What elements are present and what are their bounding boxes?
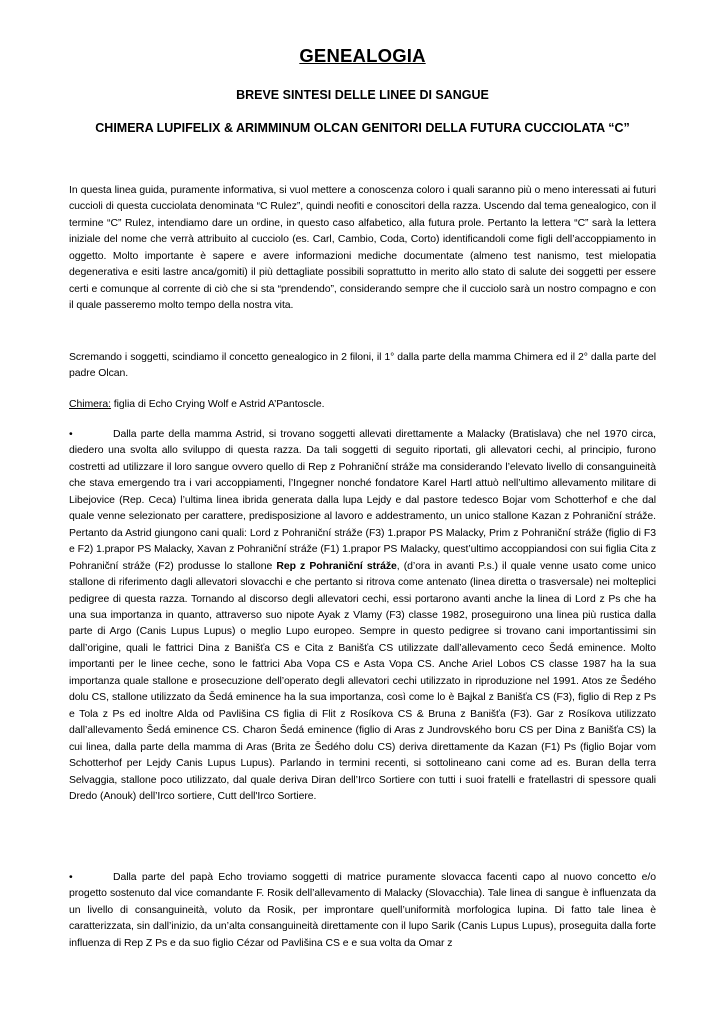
section-subtitle: BREVE SINTESI DELLE LINEE DI SANGUE	[236, 88, 489, 102]
echo-text: Dalla parte del papà Echo troviamo soggetti di matrice puramente slovacca facenti capo al nuovo concetto e/o progetto sostenuto dal vice comandante F. Rosik dell’allevamento di Malacky (Slovacchia). Tale linea di sangue è influenzata da un livello di consanguineità, voluto da Rosik, per improntare quell’uniformità morfologica lupina. Di fatto tale linea è caratterizzata, sin dall’inizio, da un’alta consanguineità direttamente con il lupo Sarik (Canis Lupus Lupus), proseguita dalla forte influenza di Rep Z Ps e da suo figlio Cézar od Pavlišina CS e e sua volta da Omar z	[69, 872, 656, 949]
page-title: GENEALOGIA	[299, 45, 426, 66]
split-paragraph	[69, 350, 656, 383]
bullet-icon: •	[69, 429, 73, 440]
chimera-label: Chimera:	[69, 399, 111, 410]
chimera-text: figlia di Echo Crying Wolf e Astrid A’Pantoscle.	[110, 399, 325, 410]
section-heading: CHIMERA LUPIFELIX & ARIMMINUM OLCAN GENITORI DELLA FUTURA CUCCIOLATA “C”	[95, 121, 630, 135]
intro-paragraph	[69, 183, 656, 315]
bullet-icon: •	[69, 872, 73, 883]
split-text: Scremando i soggetti, scindiamo il concetto genealogico in 2 filoni, il 1° dalla parte della mamma Chimera ed il 2° dalla parte del padre Olcan.	[69, 352, 656, 380]
intro-text: In questa linea guida, puramente informativa, si vuol mettere a conoscenza coloro i quali saranno più o meno interessati ai futuri cuccioli di questa cucciolata denominata “C Rulez”, quindi neofiti e conoscitori della razza. Uscendo dal tema genealogico, con il termine “C” Rulez, intendiamo dare un ordine, in questo caso alfabetico, alla futura prole. Pertanto la lettera “C” sarà la lettera iniziale del nome che verrà attribuito al cucciolo (es. Carl, Cambio, Coda, Corto) identificandoli come figli dell’accoppiamento in oggetto. Molto importante è sapere e avere informazioni mediche documentate (almeno test nanismo, test mielopatia degenerativa e esiti lastre anca/gomiti) il più dettagliate possibili soprattutto in merito allo stato di salute dei soggetti per essere certi e comunque al corrente di ciò che si sta “prendendo”, considerando sempre che il cucciolo sarà un nostro compagno e con il quale passeremo molto tempo della nostra vita.	[69, 185, 656, 312]
echo-bullet-paragraph	[69, 870, 656, 952]
astrid-text-part1: Dalla parte della mamma Astrid, si trovano soggetti allevati direttamente a Malacky (Bratislava) che nel 1970 circa, diedero una svolta allo sviluppo di questa razza. Da tali soggetti di seguito riportati, gli allevatori cechi, al principio, furono costretti ad utilizzare il loro sangue ovvero quello di Rep z Pohraniční stráže ma considerando l’elevato livello di consanguineità che stava emergendo tra i vari accoppiamenti, l’Ingegner nonché fondatore Karel Hartl attuò nell’ultimo allevamento militare di Libejovice (Rep. Ceca) l’ultima linea ibrida generata dalla lupa Lejdy e dal pastore tedesco Bojar vom Schotterhof e che dal quale venne selezionato per carattere, predisposizione al lavoro e addestramento, un unico stallone Kazan z Pohraniční stráže. Pertanto da Astrid giungono cani quali: Lord z Pohraniční stráže (F3) 1.prapor PS Malacky, Prim z Pohraniční stráže (figlio di F3 e F2) 1.prapor PS Malacky, Xavan z Pohraniční stráže (F1) 1.prapor PS Malacky, quest’ultimo accoppiandosi con sui figlia Cita z Pohraniční stráže (F2) produsse lo stallone	[69, 429, 656, 572]
chimera-paragraph	[69, 397, 656, 413]
astrid-bullet-paragraph	[69, 427, 656, 805]
astrid-bold-name: Rep z Pohraniční stráže	[276, 560, 397, 572]
astrid-text-part2: , (d’ora in avanti P.s.) il quale venne usato come unico stallone di riferimento dagli allevatori slovacchi e che pertanto si ritrova come antenato (linea diretta o trasversale) nei molteplici pedigree di questa razza. Tornando al discorso degli allevatori cechi, essi portarono avanti anche la linea di Lord z Ps che ha una sua importanza in quanto, attraverso suo nipote Ayak z Vlamy (F3) classe 1982, proseguirono una linea più rustica dalla parte di Argo (Canis Lupus Lupus) o meglio Lupo europeo. Sempre in questo pedigree si trovano cani importantissimi sin dall’origine, quali le fattrici Dina z Banišťa CS e Cita z Banišťa CS utilizzate dall’allevamento ceco Šedá eminence. Molto importanti per le linee ceche, sono le fattrici Aba Vopa CS e Asta Vopa CS. Anche Ariel Lobos CS classe 1987 ha la sua importanza quale stallone e prosecuzione dell’operato degli allevatori cechi utilizzato in riproduzione nel 1991. Atos ze Šedého dolu CS, stallone utilizzato da Šedá eminence ha la sua importanza, così come lo è Bajkal z Banišťa CS (F3), figlio di Rep z Ps e Tola z Ps ed inoltre Alda od Pavlišina CS figlia di Flit z Rosíkova CS & Bruna z Banišťa (F3). Gar z Rosíkova utilizzato dall’allevamento Šedá eminence CS. Charon Šedá eminence (figlio di Aras z Jundrovského boru CS per Dina z Banišťa CS) la cui linea, dalla parte della mamma di Aras (Brita ze Šedého dolu CS) deriva direttamente da Kazan (F1) Ps (figlio Bojar vom Schotterhof per Lejdy Canis Lupus Lupus). Parlando in termini recenti, si sottolineano cani come ad es. Buran della terra Selvaggia, stallone poco utilizzato, dal quale deriva Diran dell’Irco Sortiere con tutti i suoi fratelli e fratellastri di spessore quali Dredo (Anouk) dell’Irco sortiere, Cutt dell'Irco Sortiere.	[69, 560, 656, 802]
